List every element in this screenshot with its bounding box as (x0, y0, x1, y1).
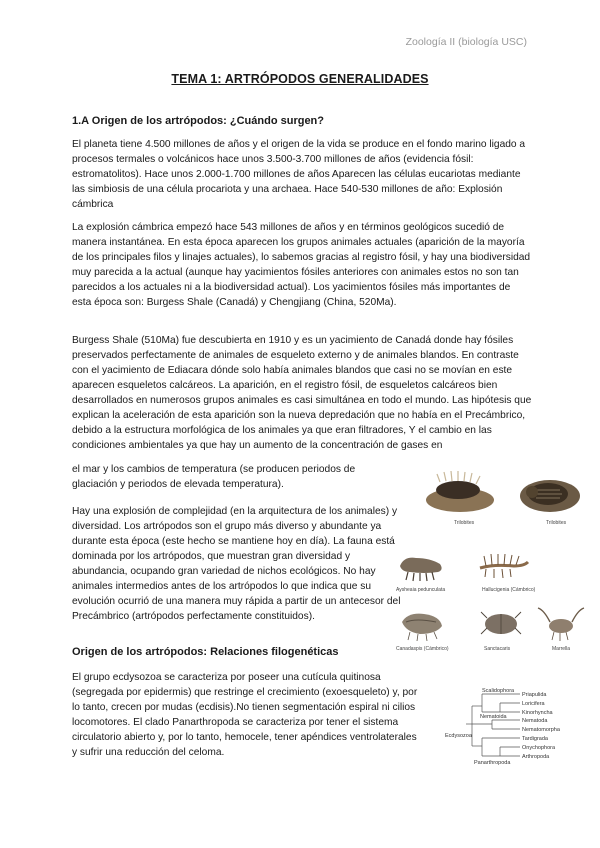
hallucigenia-illustration (474, 544, 534, 586)
caption-hallucigenia: Hallucigenia (Cámbrico) (482, 587, 536, 593)
phylogenetic-tree (444, 688, 568, 766)
paragraph-burgess-shale-cont: el mar y los cambios de temperatura (se producen periodos de glaciación y periodos de elevada temperatura). (72, 464, 356, 490)
caption-canadaspis: Canadaspis (Cámbrico) (396, 646, 449, 652)
tree-taxon-onychophora: Onychophora (522, 745, 556, 751)
trilobite-photo-left (424, 468, 496, 518)
caption-sanctacaris: Sanctacaris (484, 646, 511, 652)
course-header: Zoología II (biología USC) (405, 36, 527, 48)
tree-taxon-priapulida: Priapulida (522, 692, 547, 698)
tree-taxon-arthropoda: Arthropoda (522, 754, 550, 760)
caption-trilobite-right: Trilobites (546, 520, 567, 526)
aysheaia-illustration (394, 546, 450, 586)
paragraph-burgess-shale: Burgess Shale (510Ma) fue descubierta en 1910 y es un yacimiento de Canadá donde hay fósiles preservados perfectamente de animales de esqueleto externo y de animales blandos. En contraste con el yacimiento de Ediacara dónde solo había animales blandos que casi no se movían en este aparecen esqueletos calcáreos. La aparición, en el registro fósil, de esqueletos calcáreos bien desarrollados en numerosos grupos animales es casi simultánea en todo el mundo. Las hipótesis que explican la aceleración de esta aparición son la nueva depredación que no había en el Precámbrico, debido a la estructura morfológica de los animales ya que eran filtradores, Y el cambio en las condiciones ambientales ya que hay un aumento de la concentración de gases en (72, 335, 532, 451)
paragraph-complexity: Hay una explosión de complejidad (en la arquitectura de los animales) y diversidad. Los artrópodos son el grupo más diverso y abundante ya durante esta época (este hecho se mantiene hoy en día). La fauna está dominada por los artrópodos, que muestran gran diversidad y abundancia, ocupando gran variedad de nichos ecológicos. No hay animales intermedios antes de los artrópodos lo que indica que su evolución ocurrió de una manera muy rápida a partir de un antecesor del Precámbrico (artrópodos perfectamente constituidos). (72, 506, 401, 622)
tree-taxon-tardigrada: Tardigrada (522, 736, 548, 742)
canadaspis-illustration (396, 604, 448, 644)
paragraph-cambrian-explosion: La explosión cámbrica empezó hace 543 millones de años y en términos geológicos sucedió de manera instantánea. En esta época aparecen los grupos animales actuales (aparición de la mayoría de los principales filos y linajes actuales), lo sabemos gracias al registro fósil, y hay una biodiversidad muy parecida a la actual (aunque hay yacimientos fósiles anteriores con animales estos no son tan parecidos a los actuales ni a la biodiversidad actual). Los yacimientos fósiles más importantes de esta época son: Burgess Shale (Canadá) y Chengjiang (China, 520Ma). (72, 222, 531, 308)
marrella-illustration (536, 604, 586, 644)
sanctacaris-illustration (478, 604, 524, 644)
page-title: TEMA 1: ARTRÓPODOS GENERALIDADES (171, 72, 429, 86)
tree-taxon-loricifera: Loricifera (522, 701, 545, 707)
caption-marrella: Marrella (552, 646, 571, 652)
tree-label-nematoida: Nematoida (480, 714, 507, 720)
tree-taxon-kinorhyncha: Kinorhyncha (522, 710, 553, 716)
tree-label-scalidophora: Scalidophora (482, 688, 515, 694)
paragraph-ecdysozoa: El grupo ecdysozoa se caracteriza por poseer una cutícula quitinosa (segregada por epidermis) que restringe el crecimiento (exoesqueleto) y, por lo tanto, crecen por mudas (ecdisis).No tienen segmentación espiral ni cilios locomotores. El clado Panarthropoda se caracteriza por tener el sistema circulatorio abierto y, por lo tanto, hemocele, tener apéndices ventrolaterales y sufrir una reducción del celoma. (72, 672, 418, 758)
tree-taxon-nematoda: Nematoda (522, 718, 548, 724)
paragraph-origin-life: El planeta tiene 4.500 millones de años y el origen de la vida se produce en el fondo marino ligado a procesos termales o volcánicos hace unos 3.500-3.700 millones de años (evidencia fósil: estromatolitos). Hace unos 2.000-1.700 millones de años Aparecen las células eucariotas mediante las simbiosis de una célula procariota y una archaea. Hace 540-530 millones de año: Explosión cámbrica (72, 139, 526, 210)
section-heading-phylogeny: Origen de los artrópodos: Relaciones filogenéticas (72, 646, 339, 658)
caption-trilobite-left: Trilobites (454, 520, 475, 526)
caption-aysheaia: Aysheaia pedunculata (396, 587, 446, 593)
tree-label-ecdysozoa: Ecdysozoa (445, 733, 472, 739)
trilobite-photo-right (512, 468, 584, 518)
tree-taxon-nematomorpha: Nematomorpha (522, 727, 560, 733)
section-heading-origin: 1.A Origen de los artrópodos: ¿Cuándo surgen? (72, 115, 324, 127)
tree-label-panarthropoda: Panarthropoda (474, 760, 511, 766)
